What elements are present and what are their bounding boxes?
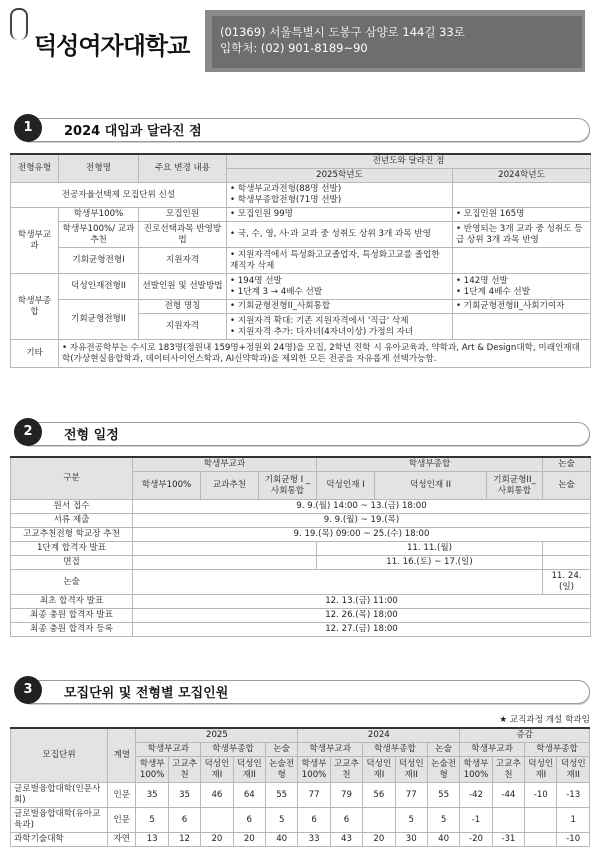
table-cell: -1: [460, 808, 492, 833]
table-cell: • 지원자격에서 특성화고교졸업자, 특성화고교를 졸업한 재직자 삭제: [227, 248, 453, 274]
table-cell: 55: [265, 783, 297, 808]
table-cell: 6: [168, 808, 200, 833]
section-2-banner: [10, 416, 590, 446]
col-header: 학생부100%: [133, 472, 201, 500]
col-header: 논술: [543, 472, 591, 500]
table-cell: 5: [395, 808, 427, 833]
table-cell: 20: [233, 833, 265, 847]
table-cell: 5: [136, 808, 168, 833]
col-header: 논술: [427, 743, 459, 757]
table-cell: 13: [136, 833, 168, 847]
table-cell: 20: [201, 833, 233, 847]
table-cell: 11. 16.(토) ~ 17.(일): [317, 556, 543, 570]
table-cell: 진로선택과목 반영방법: [139, 222, 227, 248]
table-cell: 46: [201, 783, 233, 808]
table-cell: 77: [298, 783, 330, 808]
quota-table: [10, 727, 590, 847]
table-cell: -44: [492, 783, 524, 808]
table-cell: [543, 542, 591, 556]
col-header: 학생부교과: [460, 743, 525, 757]
table-cell: 인문: [108, 808, 136, 833]
table-cell: -13: [557, 783, 590, 808]
row-label: 원서 접수: [11, 500, 133, 514]
table-cell: 12: [168, 833, 200, 847]
table-cell: • 학생부교과전형(88명 선발) • 학생부종합전형(71명 선발): [227, 183, 453, 208]
table-cell: 9. 9.(월) ~ 19.(목): [133, 514, 591, 528]
table-cell: 학생부종합: [11, 274, 59, 340]
table-cell: -31: [492, 833, 524, 847]
row-label: 글로벌융합대학(인문사회): [11, 783, 108, 808]
table-cell: 지원자격: [139, 314, 227, 340]
table-cell: • 반영되는 3개 교과 중 성취도 등급 상위 3개 과목 반영: [453, 222, 591, 248]
page-header: [0, 0, 604, 80]
table-cell: [453, 314, 591, 340]
table-cell: • 모집인원 165명: [453, 208, 591, 222]
table-cell: 11. 11.(월): [317, 542, 543, 556]
table-cell: -42: [460, 783, 492, 808]
table-cell: 40: [427, 833, 459, 847]
table-cell: • 모집인원 99명: [227, 208, 453, 222]
section-1-banner: [10, 112, 590, 142]
col-header: 교과추천: [201, 472, 259, 500]
section-number: 2: [14, 418, 42, 446]
col-header: 덕성인재 II: [375, 472, 487, 500]
table-cell: 12. 13.(금) 11:00: [133, 595, 591, 609]
table-cell: [453, 248, 591, 274]
col-header: 학생부100%: [460, 757, 492, 783]
col-header: 기회균형 I _사회통합: [259, 472, 317, 500]
university-name: 덕성여자대학교: [34, 32, 190, 60]
table-cell: 33: [298, 833, 330, 847]
table-cell: • 194명 선발 • 1단계 3 → 4배수 선발: [227, 274, 453, 300]
col-header: 고교추천: [330, 757, 362, 783]
table-cell: 학생부100%: [59, 208, 139, 222]
col-header: 전형명: [59, 154, 139, 183]
table-cell: 43: [330, 833, 362, 847]
changes-table: [10, 153, 591, 368]
col-header: 논술전형: [427, 757, 459, 783]
col-header: 증감: [460, 728, 590, 743]
section-number: 1: [14, 114, 42, 142]
table-cell: [453, 183, 591, 208]
table-cell: 선발인원 및 선발방법: [139, 274, 227, 300]
col-header: 고교추천: [168, 757, 200, 783]
table-cell: 12. 27.(금) 18:00: [133, 623, 591, 637]
table-cell: 12. 26.(목) 18:00: [133, 609, 591, 623]
table-cell: 6: [330, 808, 362, 833]
col-header: 주요 변경 내용: [139, 154, 227, 183]
table-row: [11, 808, 590, 833]
col-header: 덕성인재I: [363, 757, 395, 783]
table-cell: • 지원자격 확대: 기존 지원자격에서 '직급' 삭제 • 지원자격 추가: 다자녀(4자녀이상) 가정의 자녀: [227, 314, 453, 340]
table-cell: [525, 833, 557, 847]
col-header: 덕성인재I: [525, 757, 557, 783]
row-label: 최종 충원 합격자 발표: [11, 609, 133, 623]
table-cell: 77: [395, 783, 427, 808]
col-header: 계열: [108, 728, 136, 783]
table-cell: [133, 542, 317, 556]
col-header: 구분: [11, 457, 133, 500]
section-number: 3: [14, 676, 42, 704]
col-header: 학생부교과: [136, 743, 201, 757]
table-cell: 지원자격: [139, 248, 227, 274]
table-row: [11, 783, 590, 808]
col-header: 기회균형II_사회통합: [487, 472, 543, 500]
table-cell: 5: [265, 808, 297, 833]
col-header: 고교추천: [492, 757, 524, 783]
row-label: 면접: [11, 556, 133, 570]
table-cell: 인문: [108, 783, 136, 808]
col-header: 학생부종합: [201, 743, 266, 757]
row-label: 글로벌융합대학(유아교육과): [11, 808, 108, 833]
table-cell: • 국, 수, 영, 사·과 교과 중 성취도 상위 3개 과목 반영: [227, 222, 453, 248]
col-header: 2024학년도: [453, 169, 591, 183]
table-cell: [133, 556, 317, 570]
schedule-table: [10, 456, 591, 637]
col-header: 논술: [265, 743, 297, 757]
table-cell: • 자유전공학부는 수시로 183명(정원내 159명+정원외 24명)을 모집, 2학년 진학 시 유아교육과, 약학과, Art & Design대학, 미래인재대학(가상현실융합학과, 데이터사이언스학과, AI신약학과)을 제외한 모든 전공을 자유롭게 선택가능함.: [59, 340, 591, 368]
note-text: ★ 교직과정 개설 학과임: [499, 715, 590, 725]
section-title: 전형 일정: [64, 428, 119, 443]
table-cell: [543, 556, 591, 570]
table-cell: 64: [233, 783, 265, 808]
table-cell: 학생부100%/ 교과추천: [59, 222, 139, 248]
table-cell: 9. 9.(월) 14:00 ~ 13.(금) 18:00: [133, 500, 591, 514]
col-header: 전형유형: [11, 154, 59, 183]
row-label: 1단계 합격자 발표: [11, 542, 133, 556]
table-cell: [133, 570, 543, 595]
table-cell: 기회균형전형I: [59, 248, 139, 274]
table-cell: 11. 24.(일): [543, 570, 591, 595]
table-cell: 9. 19.(목) 09:00 ~ 25.(수) 18:00: [133, 528, 591, 542]
row-label: 과학기술대학: [11, 833, 108, 847]
col-header: 학생부종합: [317, 457, 543, 472]
col-header: 덕성인재 I: [317, 472, 375, 500]
table-cell: 6: [233, 808, 265, 833]
table-cell: -10: [525, 783, 557, 808]
col-header: 덕성인재II: [557, 757, 590, 783]
col-header: 2024: [298, 728, 460, 743]
table-cell: 전공자율선택제 모집단위 신설: [11, 183, 227, 208]
col-header: 학생부100%: [136, 757, 168, 783]
table-row: [11, 833, 590, 847]
table-cell: 자연: [108, 833, 136, 847]
section-title: 모집단위 및 전형별 모집인원: [64, 686, 229, 701]
table-cell: • 기회균형전형II_사회기여자: [453, 300, 591, 314]
table-cell: 학생부교과: [11, 208, 59, 274]
col-header: 덕성인재II: [395, 757, 427, 783]
col-header: 학생부교과: [133, 457, 317, 472]
table-cell: 79: [330, 783, 362, 808]
col-header: 논술전형: [265, 757, 297, 783]
table-cell: 20: [363, 833, 395, 847]
table-cell: 덕성인재전형II: [59, 274, 139, 300]
row-label: 논술: [11, 570, 133, 595]
paperclip-icon: [10, 8, 28, 40]
col-header: 학생부교과: [298, 743, 363, 757]
table-cell: -20: [460, 833, 492, 847]
table-cell: 55: [427, 783, 459, 808]
table-cell: 35: [136, 783, 168, 808]
table-cell: 40: [265, 833, 297, 847]
table-cell: 6: [298, 808, 330, 833]
col-header: 2025: [136, 728, 298, 743]
table-cell: -10: [557, 833, 590, 847]
table-cell: 기회균형전형II: [59, 300, 139, 340]
table-cell: • 142명 선발 • 1단계 4배수 선발: [453, 274, 591, 300]
table-cell: [525, 808, 557, 833]
table-cell: 56: [363, 783, 395, 808]
table-cell: 기타: [11, 340, 59, 368]
col-header: 덕성인재I: [201, 757, 233, 783]
address: (01369) 서울특별시 도봉구 삼양로 144길 33로: [220, 25, 465, 39]
table-cell: 35: [168, 783, 200, 808]
col-header: 학생부종합: [363, 743, 428, 757]
table-cell: 전형 명칭: [139, 300, 227, 314]
table-cell: [363, 808, 395, 833]
address-text: [220, 24, 465, 56]
section-title: 2024 대입과 달라진 점: [64, 124, 202, 139]
table-cell: [201, 808, 233, 833]
col-header: 모집단위: [11, 728, 108, 783]
col-header: 학생부100%: [298, 757, 330, 783]
table-cell: 1: [557, 808, 590, 833]
table-cell: 5: [427, 808, 459, 833]
table-cell: 30: [395, 833, 427, 847]
col-header: 2025학년도: [227, 169, 453, 183]
table-cell: • 기회균형전형II_사회통합: [227, 300, 453, 314]
row-label: 최초 합격자 발표: [11, 595, 133, 609]
table-cell: 모집인원: [139, 208, 227, 222]
table-cell: [492, 808, 524, 833]
row-label: 고교추천전형 학교장 추천: [11, 528, 133, 542]
col-header: 덕성인재II: [233, 757, 265, 783]
phone: 입학처: (02) 901-8189~90: [220, 41, 368, 55]
row-label: 서류 제출: [11, 514, 133, 528]
col-header: 전년도와 달라진 점: [227, 154, 591, 169]
col-header: 논술: [543, 457, 591, 472]
row-label: 최종 충원 합격자 등록: [11, 623, 133, 637]
section-3-banner: [10, 674, 590, 704]
col-header: 학생부종합: [525, 743, 590, 757]
